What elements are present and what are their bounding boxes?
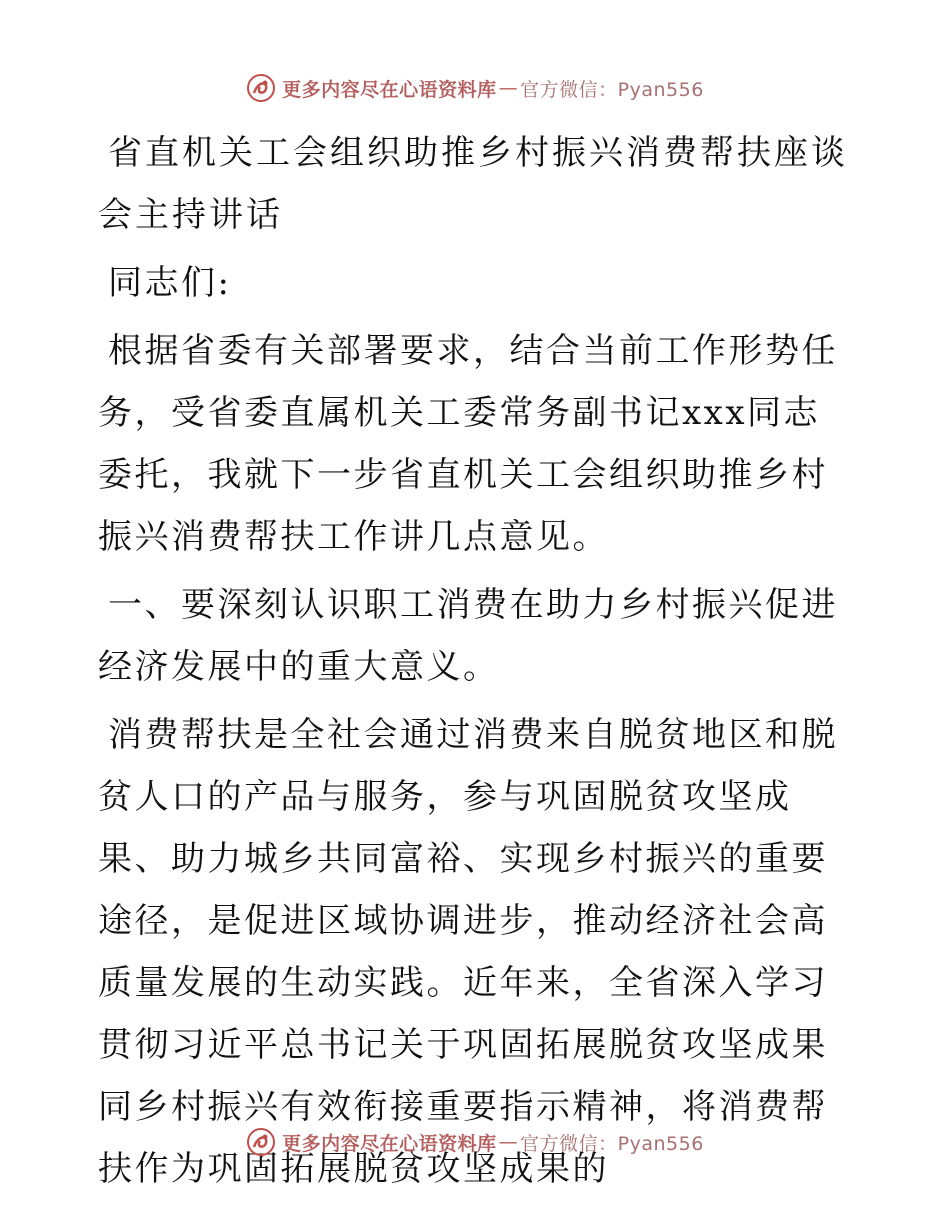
paragraph-heading-one: 一、要深刻认识职工消费在助力乡村振兴促进经济发展中的重大意义。 (98, 585, 838, 687)
paragraph-salutation: 同志们: (108, 263, 232, 303)
watermark-dash: — (498, 77, 519, 99)
footer-watermark (0, 1122, 950, 1162)
paragraph-intro: 根据省委有关部署要求，结合当前工作形势任务，受省委直属机关工委常务副书记xxx同志委托，我就下一步省直机关工会组织助推乡村振兴消费帮扶工作讲几点意见。 (98, 331, 838, 557)
swirl-logo-icon (246, 73, 276, 103)
watermark-dash: — (498, 1131, 519, 1153)
document-body (98, 122, 853, 1206)
watermark-wechat-text: 官方微信：Pyan556 (520, 78, 704, 101)
paragraph-body: 消费帮扶是全社会通过消费来自脱贫地区和脱贫人口的产品与服务，参与巩固脱贫攻坚成果、助力城乡共同富裕、实现乡村振兴的重要途径，是促进区域协调进步，推动经济社会高质量发展的生动实践。近年来，全省深入学习贯彻习近平总书记关于巩固拓展脱贫攻坚成果同乡村振兴有效衔接重要指示精神，将消费帮扶作为巩固拓展脱贫攻坚成果的 (98, 715, 838, 1189)
watermark-main-text: 更多内容尽在心语资料库 (282, 78, 497, 101)
watermark-wechat-text: 官方微信：Pyan556 (520, 1132, 704, 1155)
document-title: 省直机关工会组织助推乡村振兴消费帮扶座谈会主持讲话 (98, 133, 848, 235)
swirl-logo-icon (246, 1127, 276, 1157)
header-watermark (0, 68, 950, 108)
watermark-main-text: 更多内容尽在心语资料库 (282, 1132, 497, 1155)
